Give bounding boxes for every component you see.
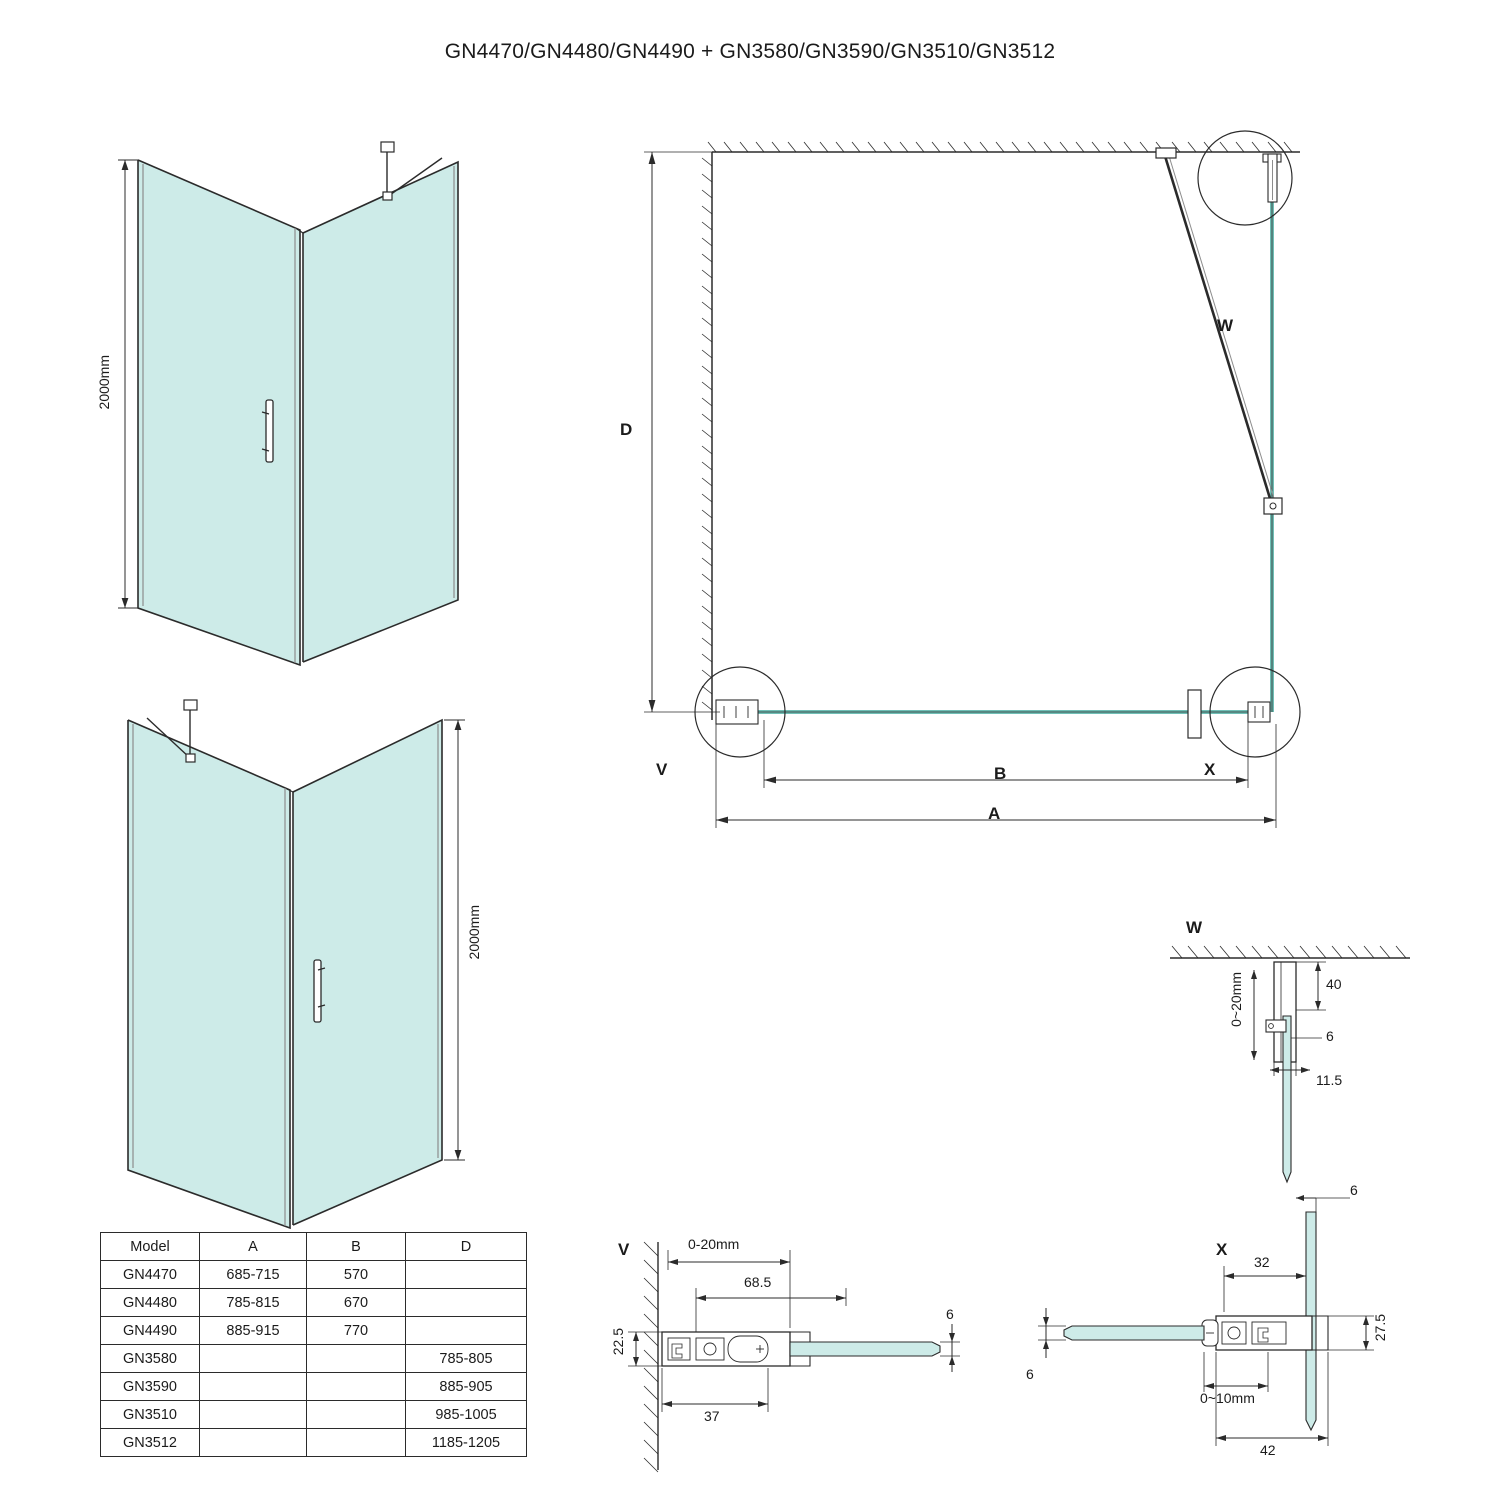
cell-a <box>200 1345 307 1373</box>
plan-view <box>600 120 1360 860</box>
detail-v-dim-68-5: 68.5 <box>744 1274 772 1290</box>
cell-a <box>200 1373 307 1401</box>
plan-label-d: D <box>620 420 633 439</box>
table-row <box>101 1429 527 1457</box>
detail-v-dim-gap: 0-20mm <box>688 1236 740 1252</box>
detail-view-v <box>600 1220 1020 1490</box>
cell-a <box>200 1429 307 1457</box>
detail-w-dim-gap: 0~20mm <box>1228 972 1244 1027</box>
detail-x-dim-42: 42 <box>1260 1442 1276 1458</box>
table-header-row <box>101 1233 527 1261</box>
table-row <box>101 1317 527 1345</box>
detail-x-dim-6-top: 6 <box>1350 1182 1358 1198</box>
detail-v-label: V <box>618 1240 630 1259</box>
detail-x-dim-27-5: 27.5 <box>1372 1314 1388 1342</box>
cell-model: GN3510 <box>101 1401 200 1429</box>
cell-a <box>200 1401 307 1429</box>
cell-d: 885-905 <box>406 1373 527 1401</box>
column-header-d: D <box>406 1233 527 1261</box>
isometric-view-bottom <box>90 670 540 1250</box>
detail-x-label: X <box>1216 1240 1228 1259</box>
isometric-view-top <box>90 100 510 680</box>
cell-a: 685-715 <box>200 1261 307 1289</box>
iso-bottom-height-label: 2000mm <box>466 905 482 960</box>
table-row <box>101 1261 527 1289</box>
plan-label-a: A <box>988 804 1001 823</box>
cell-b: 570 <box>307 1261 406 1289</box>
table-row <box>101 1345 527 1373</box>
cell-model: GN3580 <box>101 1345 200 1373</box>
column-header-a: A <box>200 1233 307 1261</box>
detail-view-w <box>1150 910 1430 1210</box>
iso-top-height-label: 2000mm <box>96 355 112 410</box>
cell-b <box>307 1373 406 1401</box>
cell-model: GN4480 <box>101 1289 200 1317</box>
detail-v-dim-6: 6 <box>946 1306 954 1322</box>
cell-a: 785-815 <box>200 1289 307 1317</box>
cell-model: GN3512 <box>101 1429 200 1457</box>
plan-label-v: V <box>656 760 668 779</box>
detail-x-dim-6-left: 6 <box>1026 1366 1034 1382</box>
cell-b: 770 <box>307 1317 406 1345</box>
page-title: GN4470/GN4480/GN4490 + GN3580/GN3590/GN3510/GN3512 <box>444 40 1056 63</box>
cell-d: 985-1005 <box>406 1401 527 1429</box>
cell-b <box>307 1401 406 1429</box>
cell-model: GN3590 <box>101 1373 200 1401</box>
detail-v-dim-37: 37 <box>704 1408 720 1424</box>
table-row <box>101 1373 527 1401</box>
column-header-model: Model <box>101 1233 200 1261</box>
cell-d: 785-805 <box>406 1345 527 1373</box>
cell-model: GN4490 <box>101 1317 200 1345</box>
cell-d <box>406 1317 527 1345</box>
detail-w-dim-6: 6 <box>1326 1028 1334 1044</box>
cell-a: 885-915 <box>200 1317 307 1345</box>
cell-b: 670 <box>307 1289 406 1317</box>
detail-x-dim-gap: 0~10mm <box>1200 1390 1255 1406</box>
table-row <box>101 1289 527 1317</box>
plan-label-b: B <box>994 764 1007 783</box>
cell-d <box>406 1261 527 1289</box>
detail-v-dim-22-5: 22.5 <box>610 1328 626 1356</box>
spec-table <box>100 1232 527 1457</box>
cell-d <box>406 1289 527 1317</box>
cell-b <box>307 1429 406 1457</box>
plan-label-x: X <box>1204 760 1216 779</box>
column-header-b: B <box>307 1233 406 1261</box>
table-row <box>101 1401 527 1429</box>
detail-x-dim-32: 32 <box>1254 1254 1270 1270</box>
plan-label-w: W <box>1217 316 1234 335</box>
detail-w-dim-11-5: 11.5 <box>1316 1072 1343 1088</box>
cell-model: GN4470 <box>101 1261 200 1289</box>
detail-w-label: W <box>1186 918 1203 937</box>
detail-view-x <box>1020 1180 1440 1490</box>
detail-w-dim-40: 40 <box>1326 976 1342 992</box>
cell-b <box>307 1345 406 1373</box>
cell-d: 1185-1205 <box>406 1429 527 1457</box>
